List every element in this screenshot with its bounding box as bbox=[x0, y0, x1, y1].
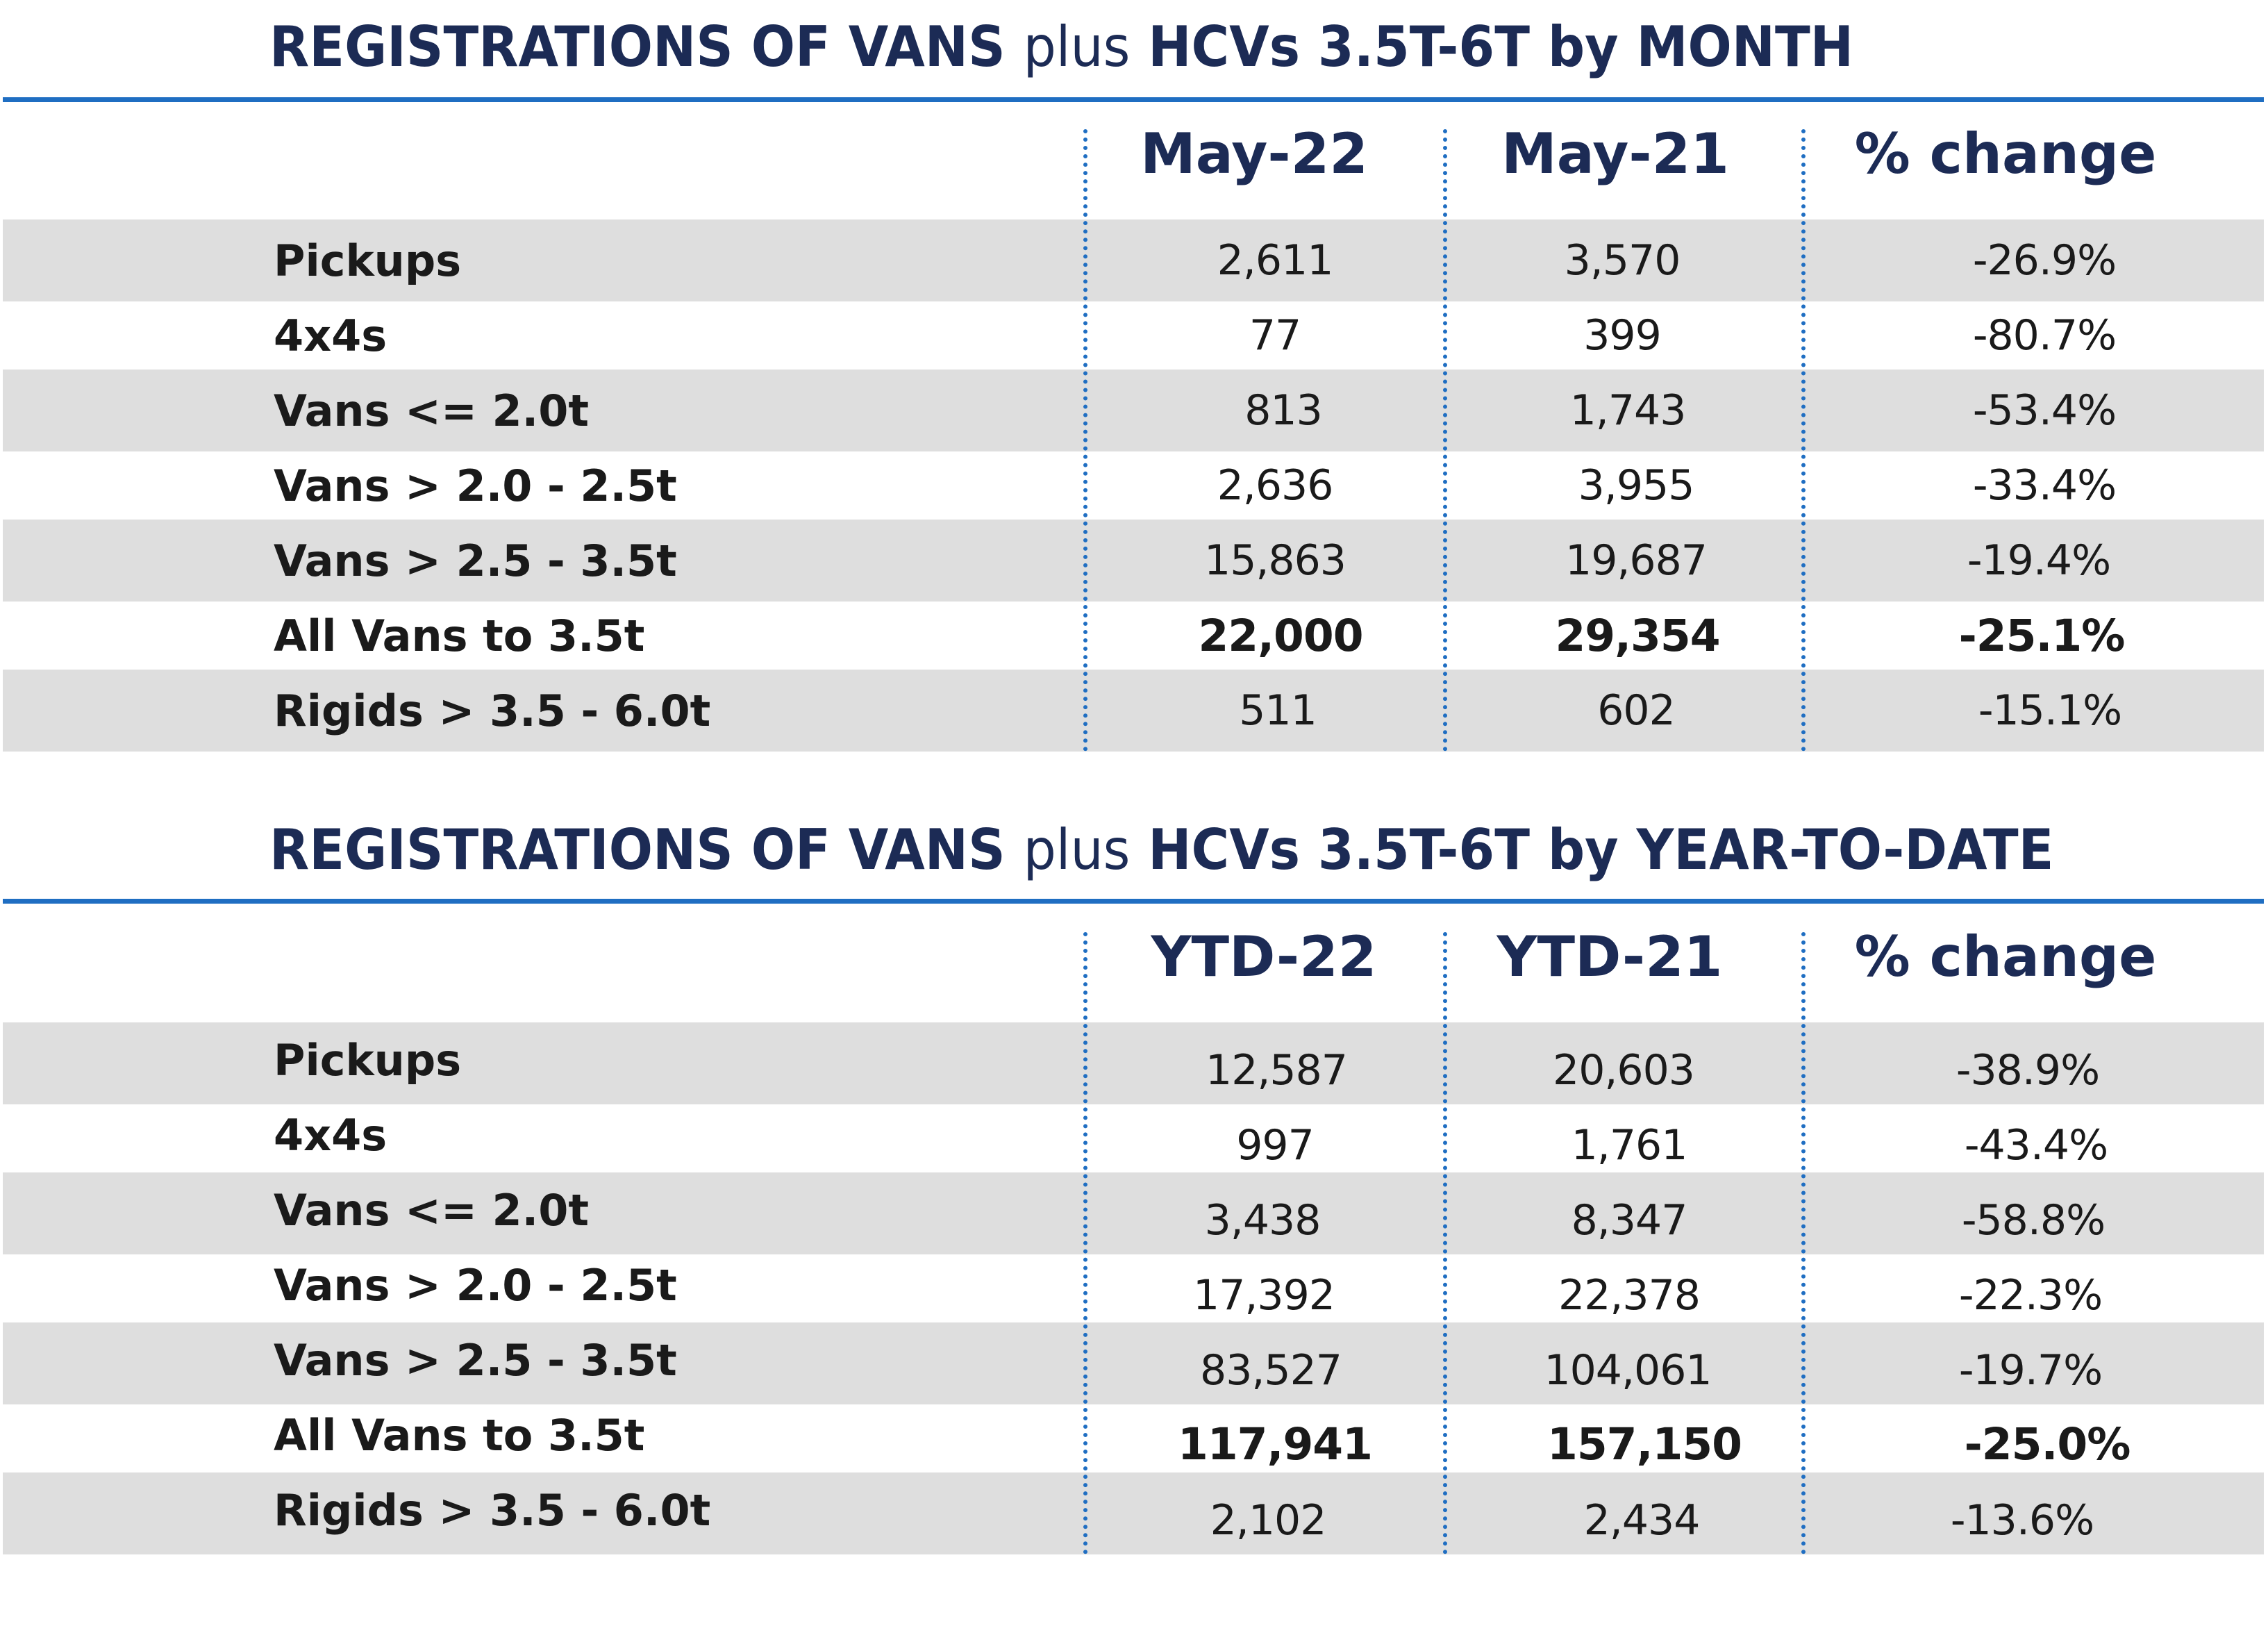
cell-value: 8,347 bbox=[1571, 1196, 1687, 1245]
column-header: % change bbox=[1854, 924, 2157, 989]
row-label: Vans > 2.5 - 3.5t bbox=[274, 1335, 677, 1386]
cell-value: 22,378 bbox=[1558, 1271, 1700, 1320]
table-row bbox=[3, 1322, 2264, 1404]
table-row-total bbox=[3, 1397, 2264, 1479]
column-header: YTD-22 bbox=[1151, 924, 1377, 989]
table-row bbox=[3, 219, 2264, 301]
row-label: Vans <= 2.0t bbox=[274, 385, 590, 436]
column-divider bbox=[1801, 932, 1806, 1554]
cell-value: 3,955 bbox=[1578, 461, 1694, 510]
row-label: Pickups bbox=[274, 1035, 462, 1086]
cell-value: 3,438 bbox=[1204, 1196, 1321, 1245]
cell-value: -33.4% bbox=[1972, 461, 2117, 510]
cell-value: 1,743 bbox=[1569, 386, 1686, 435]
row-label: Rigids > 3.5 - 6.0t bbox=[274, 685, 711, 736]
cell-value: 19,687 bbox=[1565, 536, 1707, 585]
month-table bbox=[0, 0, 2268, 757]
cell-value: 157,150 bbox=[1547, 1419, 1742, 1470]
cell-value: -15.1% bbox=[1978, 686, 2122, 735]
table-title: REGISTRATIONS OF VANS plus HCVs 3.5T-6T by MONTH bbox=[269, 15, 1854, 79]
cell-value: 17,392 bbox=[1193, 1271, 1335, 1320]
cell-value: -25.1% bbox=[1958, 610, 2125, 661]
cell-value: 399 bbox=[1583, 311, 1661, 360]
column-divider bbox=[1083, 932, 1087, 1554]
row-label: Pickups bbox=[274, 235, 462, 286]
column-header: % change bbox=[1854, 122, 2157, 186]
row-label: All Vans to 3.5t bbox=[274, 610, 645, 661]
column-divider bbox=[1083, 129, 1087, 752]
cell-value: 813 bbox=[1244, 386, 1322, 435]
table-row bbox=[3, 1172, 2264, 1254]
table-row bbox=[3, 370, 2264, 451]
title-rule bbox=[3, 899, 2264, 904]
cell-value: 2,434 bbox=[1583, 1496, 1700, 1545]
table-title: REGISTRATIONS OF VANS plus HCVs 3.5T-6T by YEAR-TO-DATE bbox=[269, 818, 2054, 882]
column-divider bbox=[1443, 932, 1447, 1554]
cell-value: 12,587 bbox=[1206, 1046, 1347, 1095]
cell-value: -26.9% bbox=[1972, 236, 2117, 285]
cell-value: -80.7% bbox=[1972, 311, 2117, 360]
row-label: 4x4s bbox=[274, 1110, 387, 1161]
table-row bbox=[3, 1472, 2264, 1554]
row-label: Vans <= 2.0t bbox=[274, 1185, 590, 1236]
table-row bbox=[3, 1022, 2264, 1104]
cell-value: 29,354 bbox=[1555, 610, 1720, 661]
column-header: May-22 bbox=[1140, 122, 1368, 186]
cell-value: -13.6% bbox=[1950, 1496, 2094, 1545]
column-header: May-21 bbox=[1501, 122, 1729, 186]
cell-value: 77 bbox=[1249, 311, 1301, 360]
row-label: Vans > 2.5 - 3.5t bbox=[274, 535, 677, 586]
title-rule bbox=[3, 97, 2264, 102]
cell-value: -43.4% bbox=[1964, 1121, 2108, 1170]
ytd-table bbox=[0, 803, 2268, 1560]
table-row bbox=[3, 670, 2264, 752]
column-divider bbox=[1443, 129, 1447, 752]
table-row-total bbox=[3, 595, 2264, 677]
table-row bbox=[3, 1097, 2264, 1179]
cell-value: -25.0% bbox=[1964, 1419, 2131, 1470]
cell-value: 20,603 bbox=[1553, 1046, 1694, 1095]
column-header: YTD-21 bbox=[1496, 924, 1723, 989]
table-row bbox=[3, 445, 2264, 526]
table-row bbox=[3, 294, 2264, 376]
cell-value: 511 bbox=[1239, 686, 1317, 735]
cell-value: 1,761 bbox=[1571, 1121, 1687, 1170]
cell-value: -19.4% bbox=[1967, 536, 2111, 585]
cell-value: 997 bbox=[1236, 1121, 1314, 1170]
cell-value: 3,570 bbox=[1564, 236, 1681, 285]
cell-value: -58.8% bbox=[1961, 1196, 2106, 1245]
row-label: 4x4s bbox=[274, 310, 387, 361]
cell-value: 2,102 bbox=[1210, 1496, 1326, 1545]
cell-value: -19.7% bbox=[1958, 1346, 2103, 1395]
cell-value: 104,061 bbox=[1544, 1346, 1712, 1395]
row-label: Vans > 2.0 - 2.5t bbox=[274, 460, 677, 511]
cell-value: -38.9% bbox=[1956, 1046, 2100, 1095]
cell-value: 602 bbox=[1597, 686, 1675, 735]
cell-value: 22,000 bbox=[1198, 610, 1363, 661]
cell-value: 15,863 bbox=[1204, 536, 1346, 585]
column-divider bbox=[1801, 129, 1806, 752]
cell-value: -53.4% bbox=[1972, 386, 2117, 435]
row-label: All Vans to 3.5t bbox=[274, 1410, 645, 1461]
table-row bbox=[3, 1247, 2264, 1329]
table-row bbox=[3, 520, 2264, 602]
cell-value: 83,527 bbox=[1200, 1346, 1342, 1395]
row-label: Rigids > 3.5 - 6.0t bbox=[274, 1485, 711, 1536]
cell-value: 2,636 bbox=[1217, 461, 1333, 510]
cell-value: -22.3% bbox=[1958, 1271, 2103, 1320]
row-label: Vans > 2.0 - 2.5t bbox=[274, 1260, 677, 1311]
cell-value: 2,611 bbox=[1217, 236, 1333, 285]
cell-value: 117,941 bbox=[1178, 1419, 1372, 1470]
